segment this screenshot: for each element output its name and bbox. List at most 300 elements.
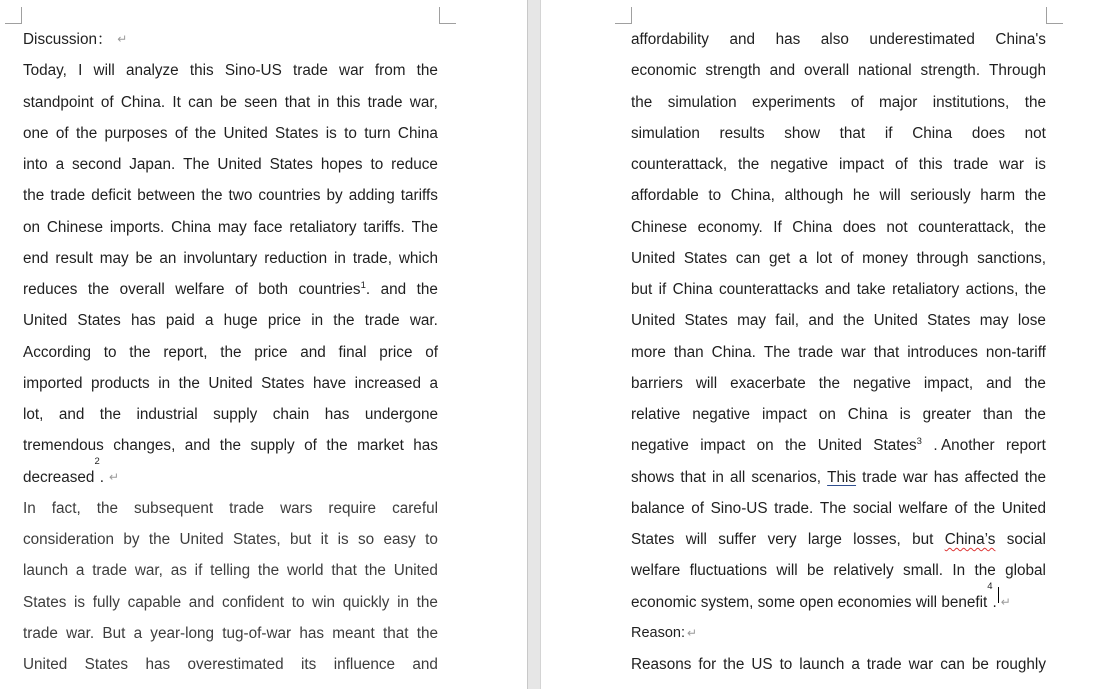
word: States bbox=[269, 156, 313, 173]
text-line[interactable] bbox=[631, 24, 1046, 55]
word: United bbox=[393, 562, 438, 580]
word: China bbox=[912, 124, 953, 142]
word: trade bbox=[229, 499, 265, 517]
word: United bbox=[217, 156, 262, 173]
word: more bbox=[631, 343, 666, 361]
spellcheck-flag-word[interactable]: China’s bbox=[944, 531, 996, 548]
word: wars bbox=[280, 499, 313, 517]
word: lot bbox=[816, 249, 833, 267]
word: show bbox=[784, 124, 820, 142]
word: barriers bbox=[631, 374, 683, 392]
paragraph-mark-icon: ↵ bbox=[687, 625, 698, 640]
word: The bbox=[411, 218, 438, 236]
word: large bbox=[807, 531, 842, 548]
word: to bbox=[370, 156, 384, 173]
word: of bbox=[425, 343, 438, 361]
word: China bbox=[397, 124, 438, 142]
footnote-ref[interactable]: 3 bbox=[916, 436, 922, 448]
word: than bbox=[982, 406, 1013, 423]
text-line[interactable] bbox=[23, 399, 438, 430]
text-line[interactable] bbox=[23, 180, 438, 211]
word: and bbox=[188, 593, 215, 611]
word: is bbox=[1034, 156, 1046, 173]
word: and bbox=[729, 31, 756, 48]
text-line[interactable] bbox=[23, 118, 438, 149]
word: tremendous bbox=[23, 437, 104, 455]
word: States bbox=[261, 374, 305, 392]
word: The bbox=[819, 499, 847, 517]
word: I bbox=[78, 62, 83, 80]
word: States bbox=[927, 312, 971, 330]
word: the bbox=[973, 499, 996, 517]
word: United bbox=[1001, 499, 1046, 517]
text-line[interactable] bbox=[23, 305, 438, 336]
word: United bbox=[873, 312, 918, 330]
word: lot, bbox=[23, 406, 44, 423]
word: has bbox=[145, 656, 171, 673]
word: its bbox=[301, 656, 317, 673]
word: and bbox=[58, 406, 85, 423]
word: the bbox=[974, 562, 996, 580]
text-line[interactable] bbox=[631, 337, 1046, 368]
word: although bbox=[784, 187, 844, 205]
word: if bbox=[658, 281, 667, 298]
word: to bbox=[425, 531, 438, 548]
word: to bbox=[291, 593, 305, 611]
word: has bbox=[299, 624, 325, 642]
text-line[interactable] bbox=[23, 618, 438, 649]
text-line[interactable] bbox=[23, 587, 438, 618]
word: Through bbox=[989, 62, 1046, 80]
word: Sino-US bbox=[224, 62, 282, 80]
word: trade. bbox=[774, 499, 814, 517]
word: between bbox=[137, 187, 196, 205]
word: negative bbox=[853, 374, 911, 392]
word: that bbox=[284, 93, 311, 111]
word: get bbox=[769, 249, 791, 267]
word: China bbox=[792, 218, 833, 236]
word: take bbox=[856, 281, 886, 298]
word: a bbox=[133, 624, 143, 642]
word: and bbox=[380, 281, 407, 298]
text-line[interactable] bbox=[23, 368, 438, 399]
word: launch bbox=[799, 656, 845, 673]
word: two bbox=[228, 187, 253, 205]
reason-heading[interactable]: Reason: ↵ bbox=[631, 618, 1046, 649]
word: money bbox=[862, 249, 909, 267]
footnote-ref[interactable]: 2 bbox=[94, 455, 100, 467]
word: non-tariff bbox=[985, 343, 1046, 361]
paragraph-2[interactable] bbox=[23, 493, 438, 681]
paragraph-mark-icon: ↵ bbox=[108, 469, 120, 484]
word: this bbox=[336, 93, 361, 111]
word: the bbox=[178, 374, 200, 392]
word: on bbox=[818, 406, 836, 423]
word: so bbox=[358, 531, 375, 548]
word: United bbox=[631, 312, 676, 330]
word: huge bbox=[223, 312, 258, 330]
word: States bbox=[77, 312, 121, 330]
word: be bbox=[220, 93, 238, 111]
word: report bbox=[1005, 437, 1046, 455]
word: counterattack, bbox=[631, 156, 728, 173]
word: to bbox=[103, 343, 117, 361]
word: If bbox=[773, 218, 782, 236]
word: seriously bbox=[910, 187, 971, 205]
word: turn bbox=[364, 124, 391, 142]
text-line[interactable] bbox=[631, 368, 1046, 399]
word: In bbox=[952, 562, 966, 580]
word: and bbox=[184, 437, 211, 455]
word: trade bbox=[364, 312, 400, 330]
word: that bbox=[839, 124, 866, 142]
word: to bbox=[708, 187, 722, 205]
word: The bbox=[763, 343, 791, 361]
word: the bbox=[631, 93, 653, 111]
word: into bbox=[23, 156, 48, 173]
word: but bbox=[912, 531, 934, 548]
word: in bbox=[311, 312, 324, 330]
word: and bbox=[986, 374, 1012, 392]
grammar-flag-word[interactable]: This bbox=[827, 468, 857, 486]
word: easy bbox=[383, 531, 416, 548]
word: introduces bbox=[907, 343, 978, 361]
text-line[interactable] bbox=[631, 212, 1046, 243]
word: a bbox=[798, 249, 808, 267]
word: strength bbox=[705, 62, 761, 80]
word: the bbox=[194, 124, 217, 142]
word: the bbox=[416, 624, 438, 642]
word: in bbox=[712, 468, 724, 486]
word: this bbox=[918, 156, 943, 173]
word: overall bbox=[804, 62, 850, 80]
footnote-ref[interactable]: 4 bbox=[987, 580, 993, 592]
word: will bbox=[879, 187, 901, 205]
word: does bbox=[842, 218, 876, 236]
word: welfare bbox=[631, 562, 681, 580]
word: and bbox=[824, 281, 851, 298]
word: has bbox=[933, 468, 959, 486]
word: may bbox=[979, 312, 1009, 330]
word: United bbox=[817, 437, 862, 455]
word: global bbox=[1005, 562, 1046, 580]
word: scenarios, bbox=[751, 468, 822, 486]
word: price bbox=[379, 343, 413, 361]
text-line[interactable] bbox=[631, 493, 1046, 524]
word: negative bbox=[631, 437, 689, 455]
text-line[interactable] bbox=[23, 649, 438, 680]
word: has bbox=[775, 31, 801, 48]
word: underestimated bbox=[869, 31, 975, 48]
word: balance bbox=[631, 499, 685, 517]
word: and bbox=[808, 312, 834, 330]
text-line[interactable] bbox=[631, 430, 1046, 461]
word: impact, bbox=[923, 374, 974, 392]
word: It bbox=[172, 93, 181, 111]
text-line[interactable] bbox=[23, 87, 438, 118]
word: simulation bbox=[667, 93, 737, 111]
word: experiments bbox=[752, 93, 836, 111]
word: a bbox=[75, 562, 85, 580]
word: which bbox=[398, 249, 438, 267]
text-line[interactable] bbox=[631, 305, 1046, 336]
word: United bbox=[631, 249, 676, 267]
word: on bbox=[23, 218, 41, 236]
paragraph-continued[interactable] bbox=[631, 24, 1046, 430]
word: result bbox=[55, 249, 93, 267]
word: that bbox=[331, 562, 357, 580]
word: year-long bbox=[150, 624, 215, 642]
word: market bbox=[357, 437, 404, 455]
word: the bbox=[219, 437, 242, 455]
word: very bbox=[767, 531, 797, 548]
word: China. bbox=[711, 343, 756, 361]
text-line[interactable] bbox=[631, 399, 1046, 430]
word: may bbox=[217, 218, 247, 236]
word: suffer bbox=[718, 531, 757, 548]
text-line[interactable] bbox=[23, 212, 438, 243]
word: hopes bbox=[320, 156, 363, 173]
word: national bbox=[858, 62, 912, 80]
word: to bbox=[779, 656, 793, 673]
word: has bbox=[130, 312, 156, 330]
word: impact bbox=[839, 156, 885, 173]
word: changes, bbox=[113, 437, 176, 455]
word: paid bbox=[165, 312, 195, 330]
word: war, bbox=[409, 93, 438, 111]
text-line[interactable] bbox=[23, 274, 438, 305]
word: States bbox=[23, 593, 67, 611]
word: the bbox=[96, 499, 118, 517]
text-line[interactable] bbox=[631, 243, 1046, 274]
word: capable bbox=[127, 593, 182, 611]
word-with-footnote bbox=[873, 430, 922, 461]
word: but bbox=[631, 281, 653, 298]
text-line[interactable] bbox=[631, 649, 1046, 680]
word: the bbox=[1024, 187, 1046, 205]
word: negative bbox=[770, 156, 829, 173]
word: adding bbox=[348, 187, 395, 205]
text-line[interactable]: economic system, some open economies will benefit 4 . ↵ bbox=[631, 587, 1046, 618]
word: war bbox=[841, 343, 866, 361]
text-line[interactable] bbox=[23, 493, 438, 524]
word: have bbox=[312, 374, 347, 392]
word: report, bbox=[163, 343, 208, 361]
word: trade bbox=[23, 624, 58, 642]
word: trade, bbox=[352, 249, 392, 267]
word: has bbox=[413, 437, 438, 455]
word: economy. bbox=[697, 218, 763, 236]
word: as bbox=[170, 562, 187, 580]
word: United bbox=[23, 656, 68, 673]
word: both bbox=[258, 281, 289, 298]
word: countries bbox=[258, 187, 321, 205]
word: for bbox=[698, 656, 717, 673]
word: war. bbox=[409, 312, 438, 330]
text-line[interactable] bbox=[631, 55, 1046, 86]
word: influence bbox=[333, 656, 395, 673]
text-cursor bbox=[998, 587, 999, 603]
footnote-ref[interactable]: 1 bbox=[360, 280, 366, 291]
word: counterattack, bbox=[918, 218, 1015, 236]
word: analyze bbox=[125, 62, 179, 80]
word: overall bbox=[119, 281, 165, 298]
word: in bbox=[158, 374, 171, 392]
word: but bbox=[289, 531, 312, 548]
text-line[interactable] bbox=[23, 337, 438, 368]
word: trade bbox=[292, 62, 328, 80]
text-line[interactable] bbox=[631, 524, 1046, 555]
word: it bbox=[320, 531, 329, 548]
word: of bbox=[100, 93, 114, 111]
paragraph-mark-icon: ↵ bbox=[117, 32, 128, 46]
word: exacerbate bbox=[730, 374, 806, 392]
text-line[interactable] bbox=[23, 149, 438, 180]
word: United bbox=[179, 531, 224, 548]
word: from bbox=[374, 62, 406, 80]
word: trade bbox=[367, 93, 403, 111]
word: China's bbox=[995, 31, 1046, 48]
word: a bbox=[55, 156, 65, 173]
paragraph-1[interactable] bbox=[23, 55, 438, 461]
word: countries$^1$. bbox=[298, 280, 371, 298]
word: of bbox=[235, 281, 248, 298]
word: shows bbox=[631, 468, 675, 486]
word: impact bbox=[761, 406, 807, 423]
word: tariffs bbox=[400, 187, 438, 205]
word: this bbox=[189, 62, 214, 80]
word: fully bbox=[92, 593, 120, 611]
word: final bbox=[338, 343, 367, 361]
word: of bbox=[304, 437, 317, 455]
word: purposes bbox=[104, 124, 168, 142]
word: the bbox=[723, 656, 745, 673]
word: on bbox=[756, 437, 774, 455]
text-line[interactable] bbox=[631, 555, 1046, 586]
word: imported bbox=[23, 374, 83, 392]
word: of bbox=[174, 124, 188, 142]
text-line[interactable] bbox=[631, 149, 1046, 180]
word: second bbox=[72, 156, 122, 173]
word: trade bbox=[92, 562, 128, 580]
word: undergone bbox=[364, 406, 438, 423]
text-line[interactable] bbox=[23, 243, 438, 274]
word: the bbox=[738, 156, 760, 173]
word: subsequent bbox=[134, 499, 214, 517]
word: end bbox=[23, 249, 49, 267]
word: and bbox=[300, 343, 326, 361]
word: According bbox=[23, 343, 92, 361]
word: results bbox=[719, 124, 765, 142]
text-column-left[interactable] bbox=[23, 24, 438, 680]
word: also bbox=[820, 31, 849, 48]
word: sanctions, bbox=[977, 249, 1046, 267]
word: of bbox=[895, 156, 908, 173]
discussion-heading[interactable]: Discussion： ↵ bbox=[23, 24, 438, 55]
text-line[interactable] bbox=[23, 524, 438, 555]
word: not bbox=[886, 218, 908, 236]
word: trade bbox=[866, 656, 902, 673]
word: the bbox=[220, 343, 242, 361]
text-line[interactable] bbox=[23, 430, 438, 461]
word: actions, bbox=[965, 281, 1019, 298]
paragraph-mark-icon: ↵ bbox=[1000, 594, 1011, 609]
word: an bbox=[159, 249, 177, 267]
word: a bbox=[204, 312, 214, 330]
document-page-right[interactable] bbox=[541, 0, 1093, 689]
text-line[interactable] bbox=[631, 118, 1046, 149]
word: in bbox=[334, 249, 346, 267]
word: industrial bbox=[136, 406, 198, 423]
word: the bbox=[843, 312, 865, 330]
word: United bbox=[223, 124, 268, 142]
word: chain bbox=[272, 406, 310, 423]
word: can bbox=[940, 656, 965, 673]
word: affected bbox=[964, 468, 1019, 486]
word: trade bbox=[798, 343, 834, 361]
text-line[interactable] bbox=[631, 87, 1046, 118]
word: that bbox=[680, 468, 706, 486]
margin-corner-mark bbox=[615, 7, 632, 24]
word: world bbox=[286, 562, 324, 580]
word: if bbox=[194, 562, 203, 580]
word: the bbox=[148, 531, 171, 548]
word: consideration bbox=[23, 531, 114, 548]
word: affordability bbox=[631, 31, 709, 48]
word: States bbox=[683, 249, 728, 267]
word: he bbox=[852, 187, 870, 205]
word: war bbox=[903, 468, 928, 486]
word: retaliatory bbox=[289, 218, 357, 236]
word: by bbox=[123, 531, 140, 548]
document-page-left[interactable] bbox=[0, 0, 527, 689]
word: seen bbox=[244, 93, 278, 111]
word: price bbox=[267, 312, 302, 330]
word: is bbox=[325, 124, 337, 142]
word: is bbox=[74, 593, 86, 611]
word: impact bbox=[700, 437, 746, 455]
paragraph-1-last-line[interactable]: decreased 2 . ↵ bbox=[23, 462, 438, 493]
word: But bbox=[102, 624, 126, 642]
word: supply bbox=[250, 437, 295, 455]
word: win bbox=[312, 593, 336, 611]
text-line[interactable] bbox=[631, 180, 1046, 211]
word: Japan. bbox=[129, 156, 176, 173]
text-line[interactable] bbox=[23, 55, 438, 86]
word: the bbox=[785, 437, 807, 455]
text-line[interactable] bbox=[23, 555, 438, 586]
word: is bbox=[899, 406, 911, 423]
word: may bbox=[737, 312, 766, 330]
word: meant bbox=[332, 624, 375, 642]
text-column-right[interactable] bbox=[631, 24, 1046, 680]
word: China bbox=[171, 218, 212, 236]
word: States bbox=[275, 124, 319, 142]
word: the bbox=[364, 562, 386, 580]
word: retaliatory bbox=[892, 281, 960, 298]
word: be bbox=[135, 249, 153, 267]
word: the bbox=[99, 406, 122, 423]
word: fluctuations bbox=[689, 562, 768, 580]
word: war, bbox=[134, 562, 163, 580]
text-line[interactable] bbox=[631, 462, 1046, 493]
word: trade bbox=[862, 468, 897, 486]
word: losses, bbox=[853, 531, 901, 548]
word: the bbox=[75, 124, 98, 142]
text-line[interactable] bbox=[631, 274, 1046, 305]
word: the bbox=[1024, 406, 1046, 423]
word: The bbox=[183, 156, 210, 173]
